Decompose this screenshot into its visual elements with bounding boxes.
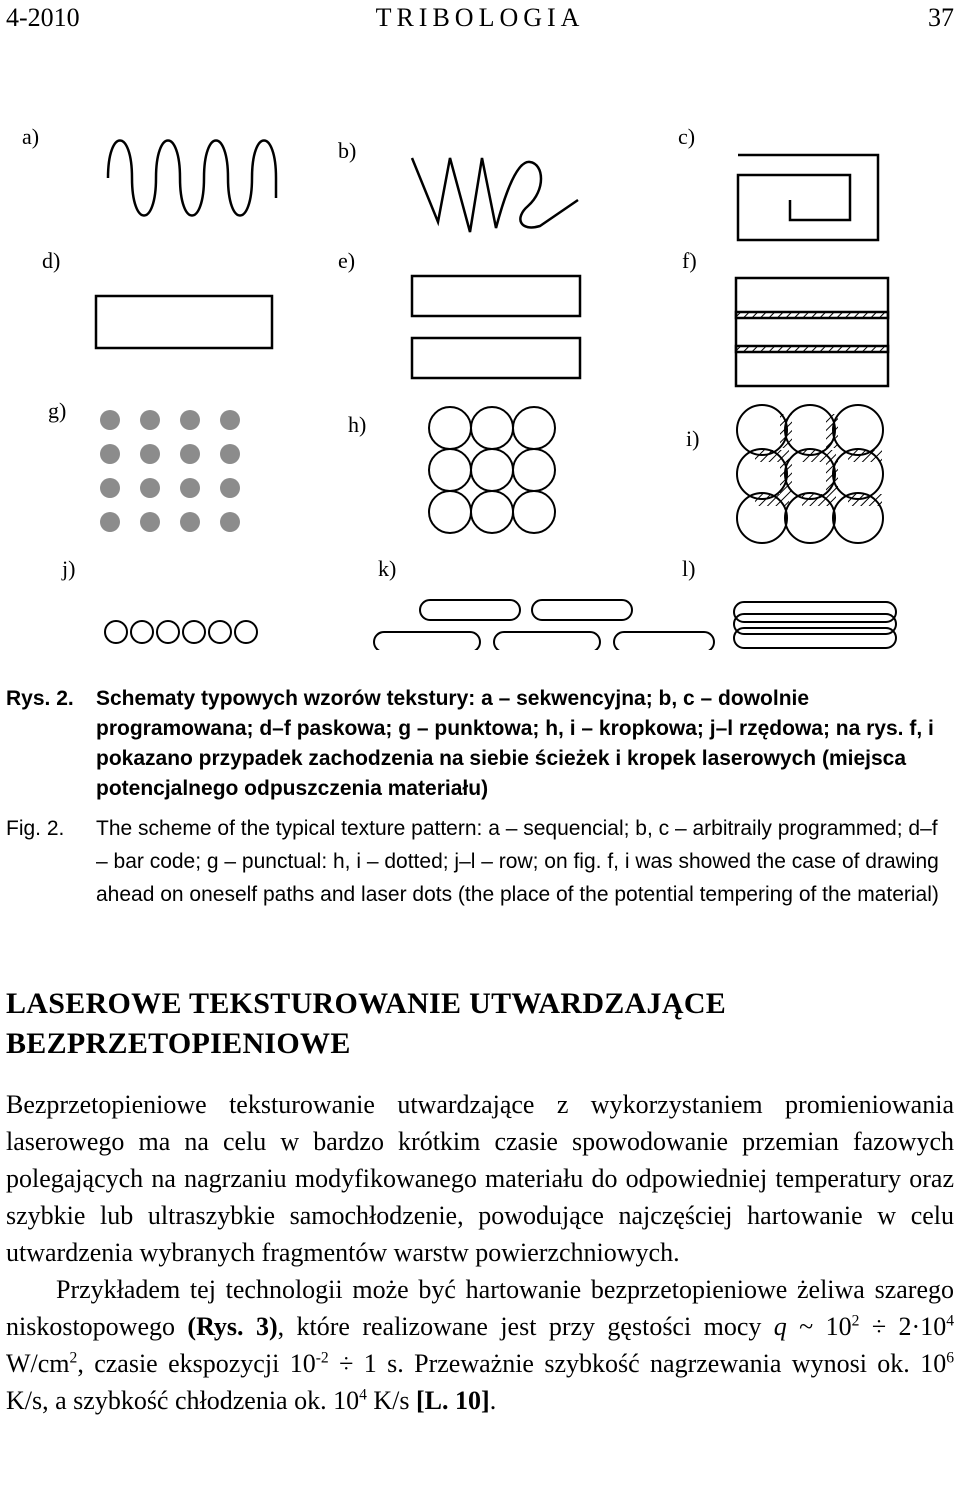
panel-label-i: i)	[686, 426, 700, 451]
p2-text-k: .	[489, 1386, 497, 1415]
caption-english-label: Fig. 2.	[6, 817, 65, 840]
section-heading-line-2: BEZPRZETOPIENIOWE	[6, 1027, 351, 1060]
p2-text-j: K/s	[366, 1386, 417, 1415]
running-header	[6, 0, 954, 36]
pattern-l-capsules	[734, 602, 896, 648]
exponent-3: 2	[69, 1349, 78, 1367]
pattern-f-overlap-2	[737, 346, 887, 352]
p2-text-i: K/s, a szybkość chłodzenia ok. 10	[6, 1386, 360, 1415]
panel-label-a: a)	[22, 124, 40, 149]
pattern-d-bar	[96, 296, 272, 348]
pattern-b-arbitrary-path	[412, 158, 578, 232]
figure-caption-polish	[6, 684, 954, 804]
panel-label-d: d)	[42, 248, 61, 273]
exponent-1: 2	[851, 1312, 860, 1330]
pattern-e-bar-1	[412, 276, 580, 316]
panel-label-e: e)	[338, 248, 356, 273]
paragraph-1: Bezprzetopieniowe teksturowanie utwardzające z wykorzystaniem promieniowania laserowego ma na celu w bardzo krótkim czasie spowodowanie przemian fazowych polegających na nagrzaniu modyfikowanego materiału do odpowiedniej temperatury oraz szybkie lub ultraszybkie samochłodzenie, powodujące najczęściej hartowanie w celu utwardzenia wybranych fragmentów warstw powierzchniowych.	[6, 1090, 954, 1267]
pattern-f-overlap-1	[737, 312, 887, 318]
panel-label-c: c)	[678, 124, 696, 149]
p2-text-a: Przykładem tej technologii może być hartowanie bezprzetopieniowe żeliwa szarego niskostopowego	[6, 1275, 954, 1341]
p2-text-f: W/cm	[6, 1349, 70, 1378]
section-heading-line-1: LASEROWE TEKSTUROWANIE UTWARDZAJĄCE	[6, 987, 727, 1020]
caption-english-text: The scheme of the typical texture pattern: a – sequencial; b, c – arbitraily programmed; d–f – bar code; g – punctual: h, i – dotted; j–l – row; on fig. f, i was showed the case of drawing ahead on oneself paths and laser dots (the place of the potential tempering of the material)	[96, 817, 939, 906]
texture-patterns-figure	[0, 40, 960, 650]
pattern-h-circles	[429, 407, 555, 533]
exponent-5: 6	[946, 1349, 954, 1367]
section-heading	[6, 984, 954, 1064]
pattern-c-spiral-path	[738, 155, 878, 240]
p2-text-g: , czasie ekspozycji 10	[77, 1349, 316, 1378]
caption-polish-label: Rys. 2.	[6, 687, 74, 710]
pattern-a-sequential-path	[108, 141, 276, 216]
pattern-i-overlaps	[755, 414, 882, 506]
panel-label-f: f)	[682, 248, 697, 273]
pattern-e-bar-2	[412, 338, 580, 378]
panel-label-k: k)	[378, 556, 397, 581]
p2-text-d: ÷ 2·10	[859, 1312, 947, 1341]
pattern-g-dots	[100, 410, 240, 532]
p2-text-c: ~ 10	[786, 1312, 852, 1341]
panel-label-b: b)	[338, 138, 357, 163]
panel-label-l: l)	[682, 556, 696, 581]
exponent-2: 4	[946, 1312, 954, 1330]
exponent-6: 4	[359, 1386, 367, 1404]
power-density-symbol: q	[773, 1312, 787, 1341]
caption-polish-text: Schematy typowych wzorów tekstury: a – sekwencyjna; b, c – dowolnie programowana; d–f paskowa; g – punktowa; h, i – kropkowa; j–l rzędowa; na rys. f, i pokazano przypadek zachodzenia na siebie ścieżek i kropek laserowych (miejsca potencjalnego odpuszczenia materiału)	[96, 687, 934, 800]
paragraph-2	[6, 1271, 954, 1419]
pattern-k-capsules	[374, 600, 714, 650]
body-text	[6, 1086, 954, 1419]
panel-label-j: j)	[62, 556, 76, 581]
page-number: 37	[928, 3, 954, 32]
issue-number: 4-2010	[6, 3, 80, 32]
figure-reference[interactable]: (Rys. 3)	[187, 1312, 278, 1341]
figure-caption-english	[6, 812, 954, 911]
exponent-4: -2	[315, 1349, 329, 1367]
pattern-i-circles	[737, 405, 883, 543]
panel-label-h: h)	[348, 412, 367, 437]
panel-label-g: g)	[48, 398, 67, 423]
literature-reference[interactable]: [L. 10]	[416, 1386, 490, 1415]
p2-text-h: ÷ 1 s. Przeważnie szybkość nagrzewania wynosi ok. 10	[328, 1349, 947, 1378]
p2-text-b: , które realizowane jest przy gęstości mocy	[277, 1312, 774, 1341]
journal-name: TRIBOLOGIA	[375, 3, 585, 32]
pattern-j-row	[105, 621, 257, 643]
